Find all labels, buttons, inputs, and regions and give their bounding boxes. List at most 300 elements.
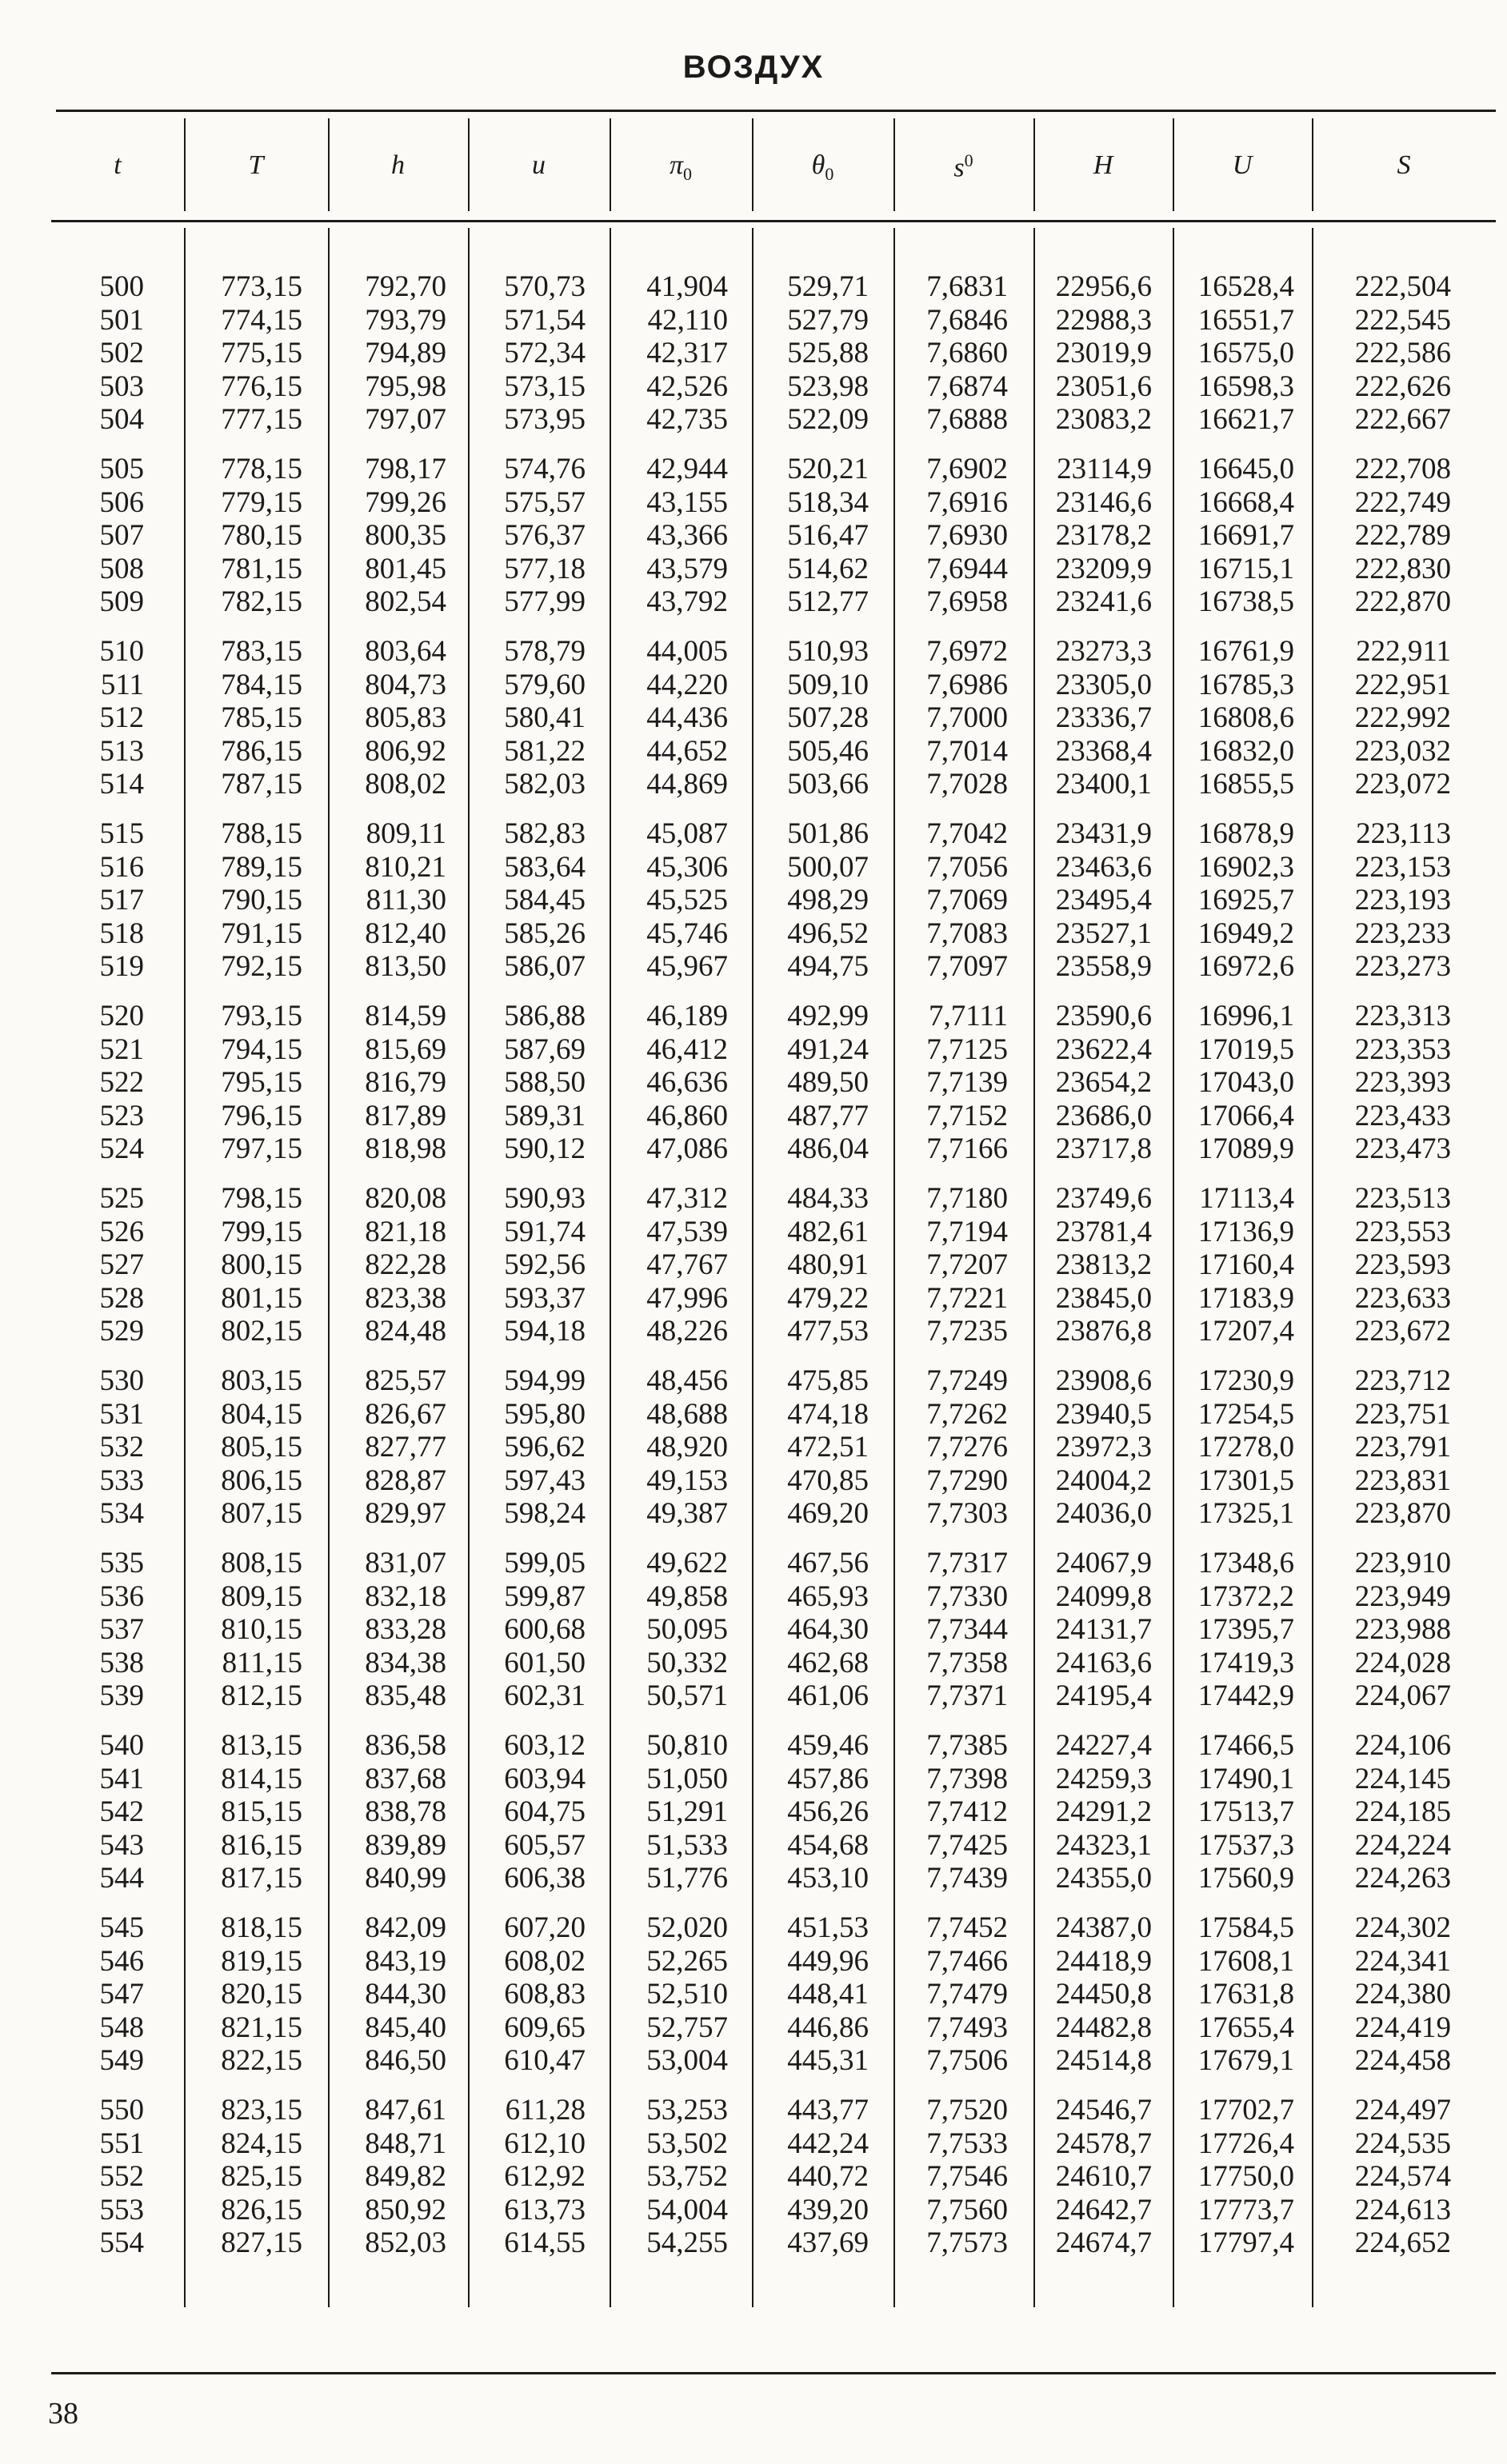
table-cell-H: 23972,3	[1055, 1431, 1152, 1464]
table-cell-t: 541	[99, 1762, 144, 1795]
table-cell-t: 550	[99, 2094, 144, 2127]
table-cell-h: 832,18	[365, 1579, 446, 1613]
column-header-label: t	[114, 150, 122, 180]
table-cell-S: 223,233	[1354, 917, 1451, 950]
table-cell-s0: 7,6916	[926, 485, 1008, 519]
table-cell-U: 16996,1	[1197, 1000, 1294, 1032]
column-header-S	[1312, 150, 1496, 190]
table-cell-H: 24131,7	[1055, 1613, 1152, 1646]
column-header-label: π	[669, 150, 684, 180]
table-cell-s0: 7,7330	[926, 1579, 1008, 1613]
table-cell-pi0: 45,967	[646, 950, 728, 983]
table-cell-h: 823,38	[365, 1281, 446, 1315]
table-cell-u: 603,94	[504, 1762, 586, 1795]
column-header-U	[1173, 150, 1312, 190]
table-cell-H: 23051,6	[1055, 369, 1152, 403]
table-cell-t: 503	[99, 369, 144, 403]
table-cell-T: 786,15	[221, 734, 302, 768]
table-cell-pi0: 42,944	[646, 453, 728, 485]
table-cell-u: 603,12	[504, 1729, 586, 1762]
table-cell-U: 17537,3	[1197, 1828, 1294, 1862]
table-cell-T: 802,15	[221, 1315, 302, 1348]
table-cell-h: 831,07	[365, 1547, 446, 1579]
table-cell-s0: 7,7290	[926, 1464, 1008, 1497]
table-cell-u: 592,56	[504, 1248, 586, 1281]
table-cell-s0: 7,7520	[926, 2094, 1008, 2127]
table-cell-S: 224,497	[1354, 2094, 1451, 2127]
table-cell-s0: 7,7493	[926, 2011, 1008, 2044]
table-cell-h: 804,73	[365, 668, 446, 701]
table-cell-h: 840,99	[365, 1862, 446, 1895]
table-cell-theta0: 442,24	[787, 2127, 869, 2160]
table-cell-t: 529	[99, 1315, 144, 1348]
table-cell-theta0: 443,77	[787, 2094, 869, 2127]
table-cell-u: 583,64	[504, 850, 586, 884]
table-cell-s0: 7,6986	[926, 668, 1008, 701]
table-cell-pi0: 43,155	[646, 485, 728, 519]
table-cell-S: 222,708	[1354, 453, 1451, 485]
table-cell-s0: 7,7000	[926, 701, 1008, 734]
table-cell-t: 509	[99, 585, 144, 618]
table-cell-T: 792,15	[221, 950, 302, 983]
table-cell-S: 222,626	[1354, 369, 1451, 403]
table-cell-t: 553	[99, 2193, 144, 2226]
table-cell-h: 836,58	[365, 1729, 446, 1762]
table-cell-pi0: 50,332	[646, 1646, 728, 1679]
table-cell-h: 837,68	[365, 1762, 446, 1795]
table-cell-T: 825,15	[221, 2160, 302, 2193]
table-cell-T: 823,15	[221, 2094, 302, 2127]
table-cell-U: 17608,1	[1197, 1944, 1294, 1978]
table-cell-u: 582,03	[504, 768, 586, 801]
table-cell-s0: 7,7466	[926, 1944, 1008, 1978]
table-cell-theta0: 480,91	[787, 1248, 869, 1281]
table-cell-H: 24036,0	[1055, 1497, 1152, 1530]
table-cell-theta0: 514,62	[787, 552, 869, 585]
table-cell-U: 17750,0	[1197, 2160, 1294, 2193]
table-cell-U: 17655,4	[1197, 2011, 1294, 2044]
table-cell-pi0: 49,622	[646, 1547, 728, 1579]
table-cell-pi0: 45,525	[646, 884, 728, 917]
table-cell-h: 838,78	[365, 1795, 446, 1828]
table-cell-pi0: 52,757	[646, 2011, 728, 2044]
table-cell-S: 222,870	[1354, 585, 1451, 618]
table-cell-theta0: 496,52	[787, 917, 869, 950]
table-cell-s0: 7,7412	[926, 1795, 1008, 1828]
table-cell-s0: 7,7452	[926, 1911, 1008, 1944]
table-cell-h: 846,50	[365, 2044, 446, 2077]
table-cell-U: 16972,6	[1197, 950, 1294, 983]
table-cell-h: 800,35	[365, 519, 446, 552]
table-cell-pi0: 53,502	[646, 2127, 728, 2160]
table-cell-H: 24546,7	[1055, 2094, 1152, 2127]
table-cell-theta0: 474,18	[787, 1397, 869, 1431]
table-cell-theta0: 453,10	[787, 1862, 869, 1895]
table-cell-pi0: 42,735	[646, 403, 728, 436]
table-cell-u: 598,24	[504, 1497, 586, 1530]
table-cell-U: 16575,0	[1197, 337, 1294, 369]
column-header-label: θ	[811, 150, 825, 180]
column-header-h	[328, 150, 468, 190]
table-cell-H: 24578,7	[1055, 2127, 1152, 2160]
table-cell-h: 801,45	[365, 552, 446, 585]
table-bottom-rule	[51, 2372, 1496, 2374]
table-cell-U: 17278,0	[1197, 1431, 1294, 1464]
table-cell-H: 24482,8	[1055, 2011, 1152, 2044]
table-cell-U: 17466,5	[1197, 1729, 1294, 1762]
table-cell-t: 539	[99, 1679, 144, 1712]
table-cell-s0: 7,7235	[926, 1315, 1008, 1348]
table-cell-S: 224,419	[1354, 2011, 1451, 2044]
table-cell-u: 591,74	[504, 1215, 586, 1248]
table-cell-H: 24004,2	[1055, 1464, 1152, 1497]
table-cell-h: 842,09	[365, 1911, 446, 1944]
table-cell-S: 222,911	[1356, 635, 1451, 668]
table-cell-H: 23495,4	[1055, 884, 1152, 917]
table-cell-S: 222,749	[1354, 485, 1451, 519]
table-cell-u: 610,47	[504, 2044, 586, 2077]
table-cell-T: 827,15	[221, 2226, 302, 2259]
table-cell-pi0: 44,220	[646, 668, 728, 701]
table-cell-U: 17019,5	[1197, 1032, 1294, 1066]
table-cell-U: 16925,7	[1197, 884, 1294, 917]
table-header-rule	[51, 220, 1496, 222]
table-cell-H: 23178,2	[1055, 519, 1152, 552]
table-cell-S: 223,593	[1354, 1248, 1451, 1281]
table-cell-u: 596,62	[504, 1431, 586, 1464]
table-cell-T: 788,15	[221, 817, 302, 850]
table-cell-t: 504	[99, 403, 144, 436]
table-cell-h: 803,64	[365, 635, 446, 668]
table-cell-U: 16715,1	[1197, 552, 1294, 585]
table-cell-t: 535	[99, 1547, 144, 1579]
table-cell-pi0: 51,291	[646, 1795, 728, 1828]
table-cell-theta0: 445,31	[787, 2044, 869, 2077]
table-cell-u: 579,60	[504, 668, 586, 701]
table-cell-S: 224,263	[1354, 1862, 1451, 1895]
table-cell-S: 224,652	[1354, 2226, 1451, 2259]
table-cell-h: 844,30	[365, 1978, 446, 2011]
table-cell-s0: 7,7028	[926, 768, 1008, 801]
table-cell-u: 570,73	[504, 270, 586, 303]
table-cell-pi0: 48,920	[646, 1431, 728, 1464]
table-cell-pi0: 51,533	[646, 1828, 728, 1862]
table-cell-S: 223,791	[1354, 1431, 1451, 1464]
table-cell-U: 16528,4	[1197, 270, 1294, 303]
table-cell-t: 506	[99, 485, 144, 519]
table-cell-pi0: 44,005	[646, 635, 728, 668]
table-cell-s0: 7,7506	[926, 2044, 1008, 2077]
column-header-pi0	[610, 150, 752, 190]
table-cell-T: 817,15	[221, 1862, 302, 1895]
table-cell-U: 17207,4	[1197, 1315, 1294, 1348]
column-header-s0	[893, 150, 1033, 190]
table-cell-pi0: 47,767	[646, 1248, 728, 1281]
table-cell-T: 790,15	[221, 884, 302, 917]
table-cell-t: 527	[99, 1248, 144, 1281]
table-cell-t: 536	[99, 1579, 144, 1613]
table-cell-t: 548	[99, 2011, 144, 2044]
table-cell-theta0: 467,56	[787, 1547, 869, 1579]
table-cell-theta0: 512,77	[787, 585, 869, 618]
page-title: ВОЗДУХ	[682, 50, 825, 85]
table-cell-h: 849,82	[365, 2160, 446, 2193]
table-cell-theta0: 487,77	[787, 1099, 869, 1132]
table-cell-theta0: 482,61	[787, 1215, 869, 1248]
table-cell-T: 798,15	[221, 1182, 302, 1215]
column-header-label: s	[953, 153, 965, 183]
table-cell-t: 551	[99, 2127, 144, 2160]
table-cell-t: 547	[99, 1978, 144, 2011]
table-cell-u: 574,76	[504, 453, 586, 485]
table-cell-pi0: 53,004	[646, 2044, 728, 2077]
table-cell-h: 817,89	[365, 1099, 446, 1132]
table-cell-U: 17066,4	[1197, 1099, 1294, 1132]
table-cell-theta0: 491,24	[787, 1032, 869, 1066]
table-cell-S: 223,513	[1354, 1182, 1451, 1215]
table-cell-T: 793,15	[221, 1000, 302, 1032]
table-cell-H: 24387,0	[1055, 1911, 1152, 1944]
table-cell-H: 23209,9	[1055, 552, 1152, 585]
table-cell-h: 835,48	[365, 1679, 446, 1712]
table-cell-H: 24418,9	[1055, 1944, 1152, 1978]
table-cell-S: 224,106	[1354, 1729, 1451, 1762]
table-cell-t: 516	[99, 850, 144, 884]
table-cell-T: 774,15	[221, 303, 302, 337]
table-cell-S: 224,028	[1354, 1646, 1451, 1679]
table-cell-s0: 7,6846	[926, 303, 1008, 337]
table-cell-U: 17160,4	[1197, 1248, 1294, 1281]
table-cell-T: 796,15	[221, 1099, 302, 1132]
table-cell-U: 16832,0	[1197, 734, 1294, 768]
table-cell-T: 783,15	[221, 635, 302, 668]
table-cell-U: 16949,2	[1197, 917, 1294, 950]
table-cell-pi0: 50,571	[646, 1679, 728, 1712]
table-cell-t: 530	[99, 1364, 144, 1397]
table-cell-t: 546	[99, 1944, 144, 1978]
table-cell-H: 22988,3	[1055, 303, 1152, 337]
table-cell-u: 572,34	[504, 337, 586, 369]
table-cell-t: 549	[99, 2044, 144, 2077]
table-cell-H: 23876,8	[1055, 1315, 1152, 1348]
table-cell-U: 16785,3	[1197, 668, 1294, 701]
table-cell-s0: 7,6888	[926, 403, 1008, 436]
table-cell-u: 587,69	[504, 1032, 586, 1066]
table-cell-S: 223,032	[1354, 734, 1451, 768]
table-cell-h: 794,89	[365, 337, 446, 369]
column-header-T	[184, 150, 328, 190]
table-cell-s0: 7,7194	[926, 1215, 1008, 1248]
table-cell-u: 606,38	[504, 1862, 586, 1895]
table-cell-theta0: 462,68	[787, 1646, 869, 1679]
table-cell-h: 828,87	[365, 1464, 446, 1497]
table-cell-H: 23686,0	[1055, 1099, 1152, 1132]
table-cell-t: 537	[99, 1613, 144, 1646]
table-cell-h: 792,70	[365, 270, 446, 303]
table-cell-pi0: 49,153	[646, 1464, 728, 1497]
table-cell-t: 511	[100, 668, 144, 701]
table-cell-pi0: 47,086	[646, 1132, 728, 1165]
table-cell-theta0: 486,04	[787, 1132, 869, 1165]
table-cell-theta0: 457,86	[787, 1762, 869, 1795]
table-cell-pi0: 50,095	[646, 1613, 728, 1646]
table-cell-t: 522	[99, 1066, 144, 1099]
table-cell-u: 602,31	[504, 1679, 586, 1712]
table-cell-theta0: 464,30	[787, 1613, 869, 1646]
table-cell-h: 821,18	[365, 1215, 446, 1248]
table-cell-s0: 7,7276	[926, 1431, 1008, 1464]
table-cell-t: 508	[99, 552, 144, 585]
table-cell-S: 223,831	[1354, 1464, 1451, 1497]
table-cell-U: 17584,5	[1197, 1911, 1294, 1944]
table-cell-H: 23558,9	[1055, 950, 1152, 983]
table-cell-h: 808,02	[365, 768, 446, 801]
table-cell-U: 16691,7	[1197, 519, 1294, 552]
table-cell-T: 819,15	[221, 1944, 302, 1978]
table-cell-S: 224,574	[1354, 2160, 1451, 2193]
table-cell-pi0: 53,752	[646, 2160, 728, 2193]
column-header-t	[51, 150, 184, 190]
table-cell-t: 512	[99, 701, 144, 734]
table-cell-U: 16598,3	[1197, 369, 1294, 403]
table-cell-pi0: 45,746	[646, 917, 728, 950]
table-cell-t: 540	[99, 1729, 144, 1762]
table-cell-s0: 7,7546	[926, 2160, 1008, 2193]
table-cell-H: 24642,7	[1055, 2193, 1152, 2226]
table-cell-S: 223,072	[1354, 768, 1451, 801]
table-cell-h: 802,54	[365, 585, 446, 618]
table-cell-H: 23083,2	[1055, 403, 1152, 436]
table-cell-U: 17254,5	[1197, 1397, 1294, 1431]
table-cell-T: 820,15	[221, 1978, 302, 2011]
table-top-rule	[56, 110, 1496, 112]
table-cell-S: 223,273	[1354, 950, 1451, 983]
table-cell-t: 502	[99, 337, 144, 369]
table-cell-H: 23940,5	[1055, 1397, 1152, 1431]
table-cell-pi0: 45,306	[646, 850, 728, 884]
table-cell-H: 23336,7	[1055, 701, 1152, 734]
table-cell-h: 810,21	[365, 850, 446, 884]
table-cell-U: 17372,2	[1197, 1579, 1294, 1613]
table-cell-U: 16668,4	[1197, 485, 1294, 519]
table-cell-T: 810,15	[221, 1613, 302, 1646]
table-cell-T: 799,15	[221, 1215, 302, 1248]
table-cell-s0: 7,6972	[926, 635, 1008, 668]
table-cell-h: 824,48	[365, 1315, 446, 1348]
table-cell-pi0: 47,996	[646, 1281, 728, 1315]
table-cell-H: 23273,3	[1055, 635, 1152, 668]
table-cell-s0: 7,7560	[926, 2193, 1008, 2226]
table-cell-t: 517	[99, 884, 144, 917]
table-cell-h: 850,92	[365, 2193, 446, 2226]
table-cell-h: 822,28	[365, 1248, 446, 1281]
table-cell-S: 222,951	[1354, 668, 1451, 701]
table-cell-s0: 7,7479	[926, 1978, 1008, 2011]
table-cell-u: 582,83	[504, 817, 586, 850]
column-header-theta0	[752, 150, 893, 190]
table-cell-u: 609,65	[504, 2011, 586, 2044]
table-cell-u: 575,57	[504, 485, 586, 519]
table-cell-s0: 7,7056	[926, 850, 1008, 884]
table-cell-S: 222,830	[1354, 552, 1451, 585]
table-cell-S: 223,393	[1354, 1066, 1451, 1099]
table-cell-theta0: 510,93	[787, 635, 869, 668]
table-cell-h: 814,59	[365, 1000, 446, 1032]
table-cell-t: 520	[99, 1000, 144, 1032]
table-cell-H: 23527,1	[1055, 917, 1152, 950]
table-cell-theta0: 484,33	[787, 1182, 869, 1215]
column-header-label: H	[1093, 150, 1113, 180]
table-cell-u: 595,80	[504, 1397, 586, 1431]
table-cell-theta0: 449,96	[787, 1944, 869, 1978]
table-cell-u: 613,73	[504, 2193, 586, 2226]
table-cell-U: 16738,5	[1197, 585, 1294, 618]
table-cell-u: 594,99	[504, 1364, 586, 1397]
table-cell-U: 17348,6	[1197, 1547, 1294, 1579]
column-divider	[1312, 228, 1313, 2307]
table-cell-h: 847,61	[365, 2094, 446, 2127]
column-header-H	[1033, 150, 1173, 190]
table-cell-s0: 7,7398	[926, 1762, 1008, 1795]
table-cell-H: 24674,7	[1055, 2226, 1152, 2259]
table-cell-pi0: 45,087	[646, 817, 728, 850]
table-cell-u: 586,88	[504, 1000, 586, 1032]
column-header-label: U	[1232, 150, 1253, 180]
table-cell-s0: 7,7385	[926, 1729, 1008, 1762]
table-cell-T: 778,15	[221, 453, 302, 485]
table-cell-theta0: 437,69	[787, 2226, 869, 2259]
table-cell-T: 785,15	[221, 701, 302, 734]
table-cell-U: 16761,9	[1197, 635, 1294, 668]
table-cell-H: 23845,0	[1055, 1281, 1152, 1315]
table-cell-h: 805,83	[365, 701, 446, 734]
table-cell-U: 17679,1	[1197, 2044, 1294, 2077]
table-cell-pi0: 42,317	[646, 337, 728, 369]
table-cell-H: 23368,4	[1055, 734, 1152, 768]
table-cell-s0: 7,7207	[926, 1248, 1008, 1281]
table-cell-s0: 7,6958	[926, 585, 1008, 618]
table-cell-T: 789,15	[221, 850, 302, 884]
table-cell-pi0: 44,652	[646, 734, 728, 768]
table-cell-u: 576,37	[504, 519, 586, 552]
table-cell-T: 807,15	[221, 1497, 302, 1530]
table-cell-t: 554	[99, 2226, 144, 2259]
table-cell-T: 780,15	[221, 519, 302, 552]
table-cell-pi0: 48,456	[646, 1364, 728, 1397]
table-cell-H: 24067,9	[1055, 1547, 1152, 1579]
table-cell-H: 23305,0	[1055, 668, 1152, 701]
table-cell-pi0: 49,387	[646, 1497, 728, 1530]
table-cell-T: 795,15	[221, 1066, 302, 1099]
table-cell-h: 848,71	[365, 2127, 446, 2160]
table-cell-theta0: 522,09	[787, 403, 869, 436]
table-cell-U: 17043,0	[1197, 1066, 1294, 1099]
table-cell-s0: 7,6874	[926, 369, 1008, 403]
table-cell-theta0: 470,85	[787, 1464, 869, 1497]
table-cell-s0: 7,7014	[926, 734, 1008, 768]
table-cell-S: 223,113	[1356, 817, 1451, 850]
table-cell-s0: 7,7249	[926, 1364, 1008, 1397]
table-cell-s0: 7,6902	[926, 453, 1008, 485]
table-cell-S: 223,473	[1354, 1132, 1451, 1165]
table-cell-u: 614,55	[504, 2226, 586, 2259]
table-cell-h: 833,28	[365, 1613, 446, 1646]
table-cell-pi0: 47,539	[646, 1215, 728, 1248]
table-cell-theta0: 454,68	[787, 1828, 869, 1862]
table-cell-S: 223,433	[1354, 1099, 1451, 1132]
table-cell-u: 585,26	[504, 917, 586, 950]
table-cell-h: 826,67	[365, 1397, 446, 1431]
